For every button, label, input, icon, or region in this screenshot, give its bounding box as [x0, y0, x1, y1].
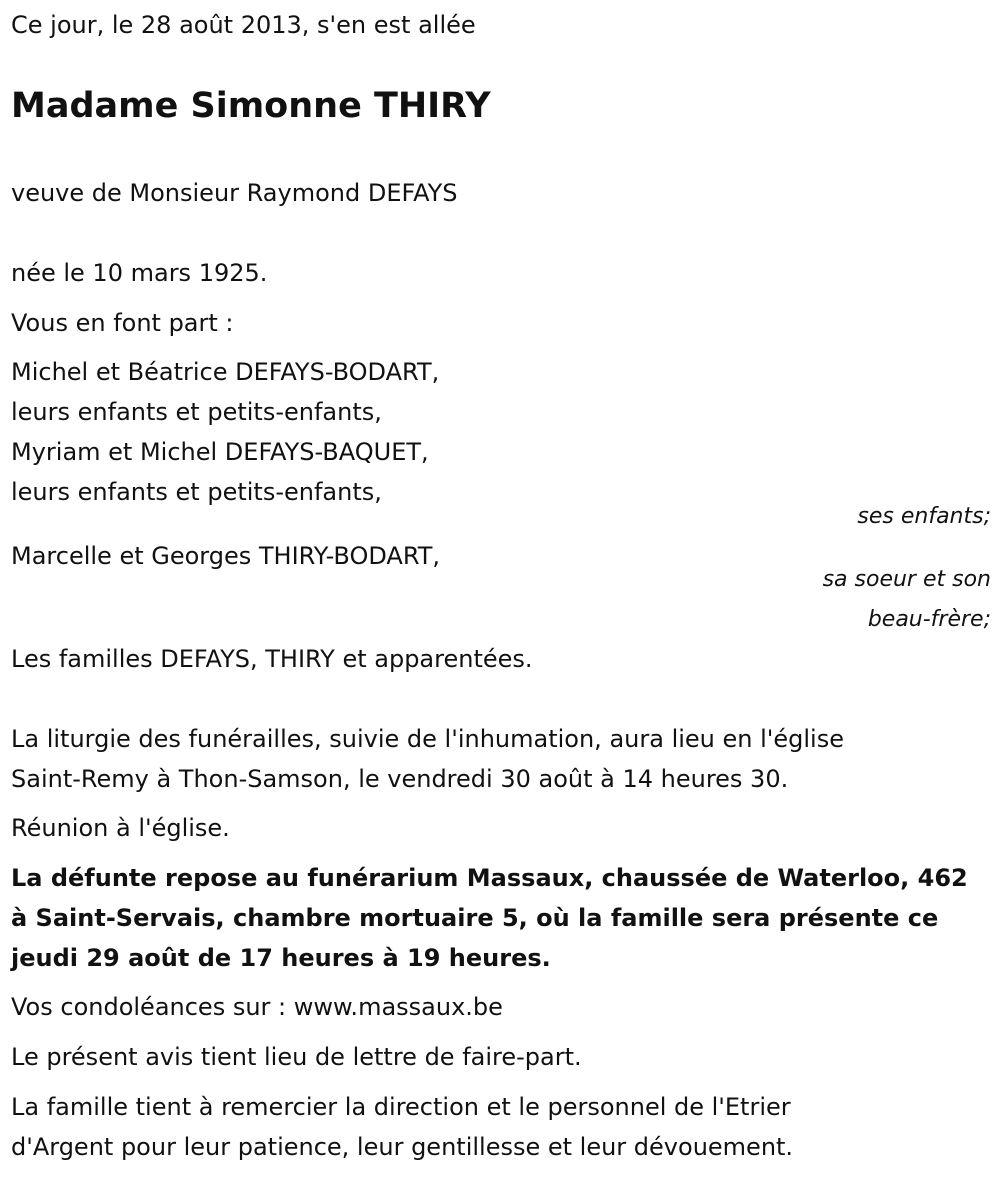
- funeral-line: La liturgie des funérailles, suivie de l'inhumation, aura lieu en l'église: [11, 725, 844, 753]
- child-line: leurs enfants et petits-enfants,: [11, 398, 382, 426]
- sibling-relation-line: beau-frère;: [867, 607, 991, 632]
- repose-line: La défunte repose au funérarium Massaux, chaussée de Waterloo, 462: [11, 864, 968, 892]
- deceased-name: Madame Simonne THIRY: [11, 86, 491, 126]
- intro-text: Ce jour, le 28 août 2013, s'en est allée: [11, 11, 476, 39]
- child-line: leurs enfants et petits-enfants,: [11, 478, 382, 506]
- repose-line: jeudi 29 août de 17 heures à 19 heures.: [11, 944, 551, 972]
- families-text: Les familles DEFAYS, THIRY et apparentées.: [11, 645, 533, 673]
- thanks-line: d'Argent pour leur patience, leur gentillesse et leur dévouement.: [11, 1133, 794, 1161]
- condolences-text: Vos condoléances sur : www.massaux.be: [11, 993, 503, 1021]
- funeral-line: Saint-Remy à Thon-Samson, le vendredi 30 août à 14 heures 30.: [11, 765, 789, 793]
- meeting-text: Réunion à l'église.: [11, 814, 230, 842]
- child-line: Michel et Béatrice DEFAYS-BODART,: [11, 358, 440, 386]
- birth-date-text: née le 10 mars 1925.: [11, 259, 268, 287]
- widow-of-text: veuve de Monsieur Raymond DEFAYS: [11, 179, 458, 207]
- sibling-text: Marcelle et Georges THIRY-BODART,: [11, 542, 441, 570]
- child-line: Myriam et Michel DEFAYS-BAQUET,: [11, 438, 429, 466]
- announcers-intro: Vous en font part :: [11, 309, 234, 337]
- notice-text: Le présent avis tient lieu de lettre de faire-part.: [11, 1043, 582, 1071]
- sibling-relation-line: sa soeur et son: [822, 567, 991, 592]
- children-relation: ses enfants;: [857, 504, 991, 529]
- repose-line: à Saint-Servais, chambre mortuaire 5, où la famille sera présente ce: [11, 904, 939, 932]
- thanks-line: La famille tient à remercier la direction et le personnel de l'Etrier: [11, 1093, 791, 1121]
